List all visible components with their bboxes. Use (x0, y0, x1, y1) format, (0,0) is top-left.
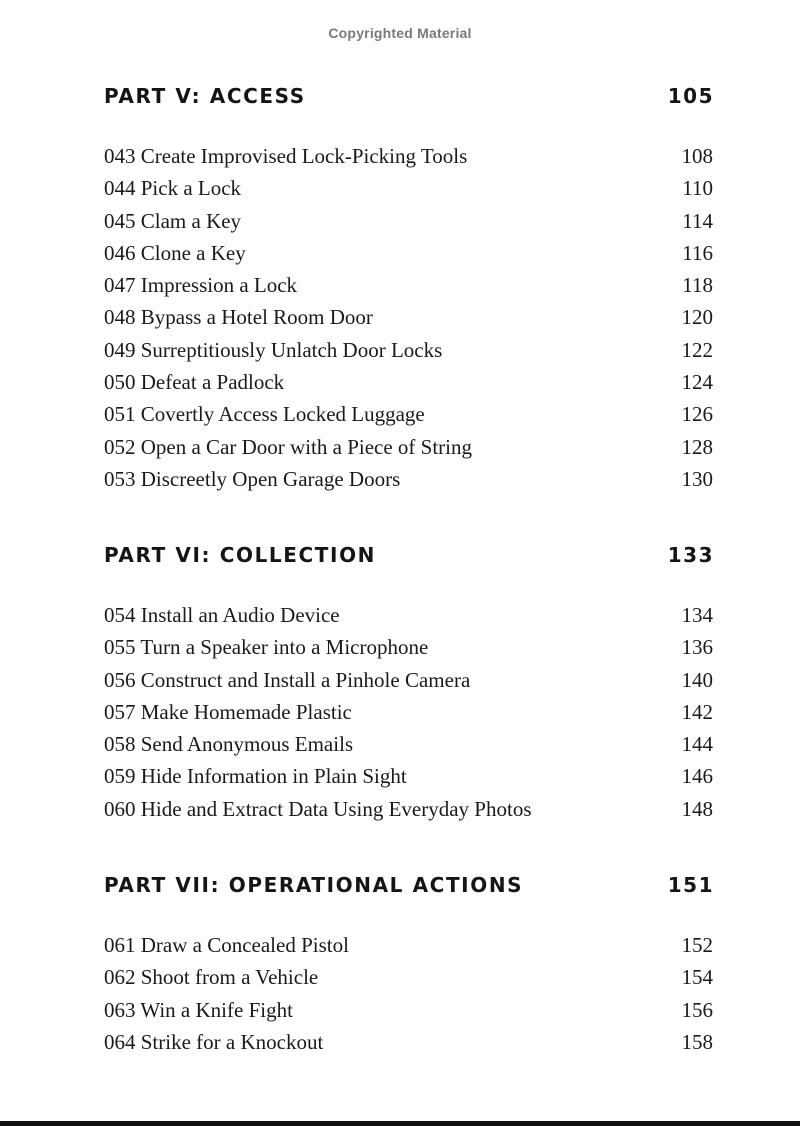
toc-entry (104, 172, 712, 204)
part-vi-header (104, 543, 712, 573)
entry-page-number: 122 (681, 337, 713, 362)
part-page-number: 151 (667, 873, 714, 897)
entry-page-number: 152 (681, 933, 713, 957)
entry-title: 052 Open a Car Door with a Piece of String (104, 434, 473, 459)
toc-entry (104, 269, 712, 301)
part-vii-header (104, 873, 712, 903)
part-title: PART VI: COLLECTION (104, 543, 377, 567)
entry-title: 055 Turn a Speaker into a Microphone (104, 635, 429, 660)
entry-title: 060 Hide and Extract Data Using Everyday Photos (104, 796, 532, 821)
toc-entry (104, 994, 712, 1026)
entry-title: 057 Make Homemade Plastic (104, 699, 352, 724)
entry-page-number: 146 (681, 764, 713, 789)
copyright-watermark: Copyrighted Material (328, 25, 472, 41)
toc-entry (104, 398, 712, 430)
entry-title: 054 Install an Audio Device (104, 603, 340, 627)
entry-title: 053 Discreetly Open Garage Doors (104, 466, 401, 491)
part-v-entries (104, 140, 712, 495)
entry-title: 058 Send Anonymous Emails (104, 732, 354, 757)
toc-entry (104, 463, 712, 495)
entry-page-number: 124 (681, 370, 713, 395)
part-vi-entries (104, 599, 712, 825)
toc-entry (104, 1026, 712, 1058)
entry-title: 062 Shoot from a Vehicle (104, 965, 319, 990)
entry-title: 043 Create Improvised Lock-Picking Tools (104, 144, 468, 168)
entry-title: 050 Defeat a Padlock (104, 370, 285, 395)
part-vii-section (104, 873, 712, 1058)
toc-entry (104, 664, 712, 696)
part-title: PART V: ACCESS (104, 84, 306, 108)
toc-entry (104, 237, 712, 269)
part-page-number: 105 (667, 84, 714, 108)
entry-page-number: 148 (681, 796, 713, 821)
toc-entry (104, 760, 712, 792)
entry-page-number: 108 (681, 144, 713, 168)
entry-page-number: 114 (682, 208, 713, 233)
toc-entry (104, 334, 712, 366)
part-title: PART VII: OPERATIONAL ACTIONS (104, 873, 524, 897)
toc-entry (104, 301, 712, 333)
part-v-section (104, 84, 712, 495)
toc-entry (104, 696, 712, 728)
entry-page-number: 140 (681, 667, 713, 692)
toc-entry (104, 431, 712, 463)
entry-page-number: 158 (681, 1029, 713, 1054)
entry-title: 063 Win a Knife Fight (104, 997, 293, 1022)
entry-page-number: 154 (681, 965, 713, 990)
toc-entry (104, 631, 712, 663)
entry-page-number: 126 (681, 402, 713, 427)
toc-entry (104, 929, 712, 961)
entry-page-number: 142 (681, 699, 713, 724)
entry-page-number: 120 (681, 305, 713, 330)
toc-entry (104, 205, 712, 237)
entry-page-number: 156 (681, 997, 713, 1022)
part-vii-entries (104, 929, 712, 1058)
entry-title: 056 Construct and Install a Pinhole Camera (104, 667, 471, 692)
entry-page-number: 110 (682, 176, 713, 201)
toc-entry (104, 366, 712, 398)
entry-title: 046 Clone a Key (104, 240, 246, 265)
entry-title: 047 Impression a Lock (104, 273, 298, 298)
entry-page-number: 144 (681, 732, 713, 757)
entry-page-number: 116 (682, 240, 713, 265)
part-v-header (104, 84, 712, 114)
entry-title: 048 Bypass a Hotel Room Door (104, 305, 373, 330)
entry-title: 059 Hide Information in Plain Sight (104, 764, 407, 789)
entry-title: 051 Covertly Access Locked Luggage (104, 402, 425, 427)
toc-entry (104, 140, 712, 172)
entry-page-number: 118 (682, 273, 713, 298)
part-vi-section (104, 543, 712, 825)
entry-title: 045 Clam a Key (104, 208, 242, 233)
toc-entry (104, 793, 712, 825)
part-page-number: 133 (667, 543, 714, 567)
toc-entry (104, 728, 712, 760)
entry-title: 064 Strike for a Knockout (104, 1029, 324, 1054)
entry-page-number: 128 (681, 434, 713, 459)
entry-page-number: 134 (681, 603, 713, 627)
toc-entry (104, 961, 712, 993)
entry-page-number: 130 (681, 466, 713, 491)
entry-page-number: 136 (681, 635, 713, 660)
entry-title: 044 Pick a Lock (104, 176, 242, 201)
entry-title: 049 Surreptitiously Unlatch Door Locks (104, 337, 443, 362)
toc-entry (104, 599, 712, 631)
entry-title: 061 Draw a Concealed Pistol (104, 933, 349, 957)
bottom-page-edge (0, 1121, 800, 1126)
